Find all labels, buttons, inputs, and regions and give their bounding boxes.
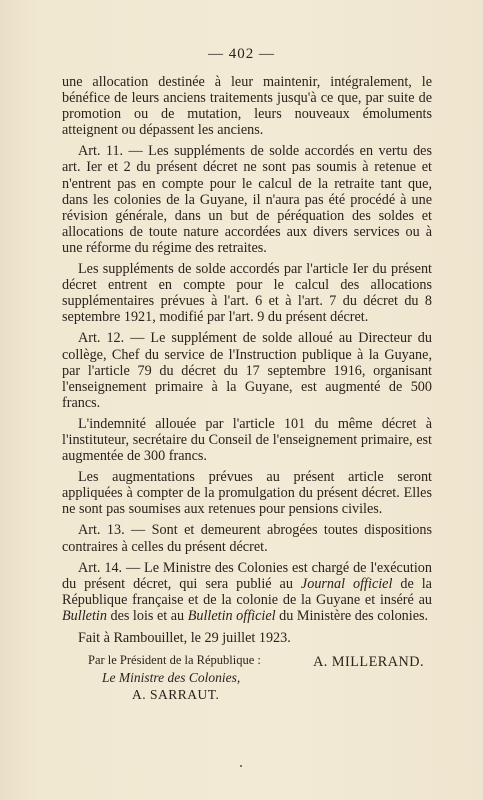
art14-journal-officiel: Journal officiel bbox=[300, 575, 393, 592]
paragraph-art-11: Art. 11. — Les suppléments de solde accordés en vertu des art. Ier et 2 du présent décret ne sont pas soumis à retenue et n'entrent pas en compte pour le calcul de la retraite tant que, dans les colonies de la Guyane, il n'aura pas été procédé à une révision générale, dans un but de péréquation des soldes et allocations de toute nature accordées aux divers services ou à une réforme du régime des retraites. bbox=[62, 143, 432, 256]
countersignature-block bbox=[88, 652, 261, 703]
art14-text-c: des lois et au bbox=[106, 607, 188, 624]
art14-bulletin-officiel: Bulletin officiel bbox=[187, 607, 276, 624]
paragraph-art-12: Art. 12. — Le supplément de solde alloué au Directeur du collège, Chef du service de l'Instruction publique à la Guyane, par l'article 79 du décret du 17 septembre 1916, organisant l'enseignement primaire à la Guyane, est augmenté de 500 francs. bbox=[62, 330, 432, 411]
paragraph-art-13: Art. 13. — Sont et demeurent abrogées toutes dispositions contraires à celles du présent décret. bbox=[62, 522, 432, 555]
art14-bulletin: Bulletin bbox=[62, 607, 107, 624]
signer-president: A. MILLERAND. bbox=[313, 654, 424, 671]
art14-text-a: Art. 14. — Le Ministre des Colonies est chargé de l'exécution du présent décret, qui sera publié au bbox=[62, 559, 432, 592]
paragraph-art-12-indemnity: L'indemnité allouée par l'article 101 du même décret à l'instituteur, secrétaire du Conseil de l'enseignement primaire, est augmentée de 300 francs. bbox=[62, 415, 432, 465]
paragraph-art-12-augmentations: Les augmentations prévues au présent article seront appliquées à compter de la promulgation du présent décret. Elles ne sont pas soumises aux retenues pour pensions civiles. bbox=[62, 469, 432, 518]
minister-name: A. SARRAUT. bbox=[132, 687, 220, 702]
page-number: — 402 — bbox=[208, 46, 275, 62]
paragraph-continuation: une allocation destinée à leur maintenir, intégralement, le bénéfice de leurs anciens traitements jusqu'à ce que, par suite de promotion ou de mutation, leurs nouveaux émoluments atteignent ou dépassent les anciens. bbox=[62, 74, 432, 139]
art14-text-b: de la République française et de la colonie de la Guyane et inséré au bbox=[62, 575, 432, 608]
document-body bbox=[62, 74, 432, 670]
signed-place-date: Fait à Rambouillet, le 29 juillet 1923. bbox=[78, 630, 291, 646]
paragraph-art-14 bbox=[62, 560, 432, 624]
paragraph-art-11-supplements: Les suppléments de solde accordés par l'article Ier du présent décret entrent en compte pour le calcul des allocations supplémentaires prévues à l'art. 6 et à l'art. 7 du décret du 8 septembre 1921, modifié par l'art. 9 du présent décret. bbox=[62, 261, 432, 326]
minister-title: Le Ministre des Colonies, bbox=[102, 670, 241, 685]
by-president-label: Par le Président de la République : bbox=[88, 653, 261, 667]
page-speck bbox=[240, 765, 242, 767]
art14-text-d: du Ministère des colonies. bbox=[275, 607, 429, 624]
